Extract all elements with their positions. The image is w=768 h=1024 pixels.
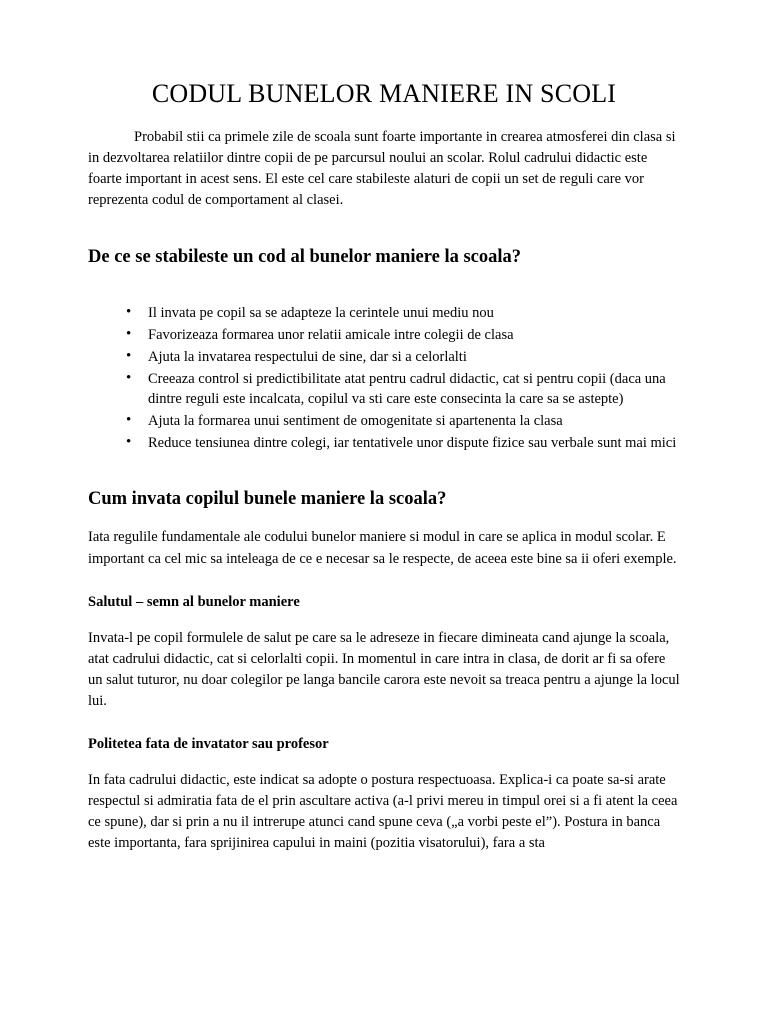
list-item: • Favorizeaza formarea unor relatii amicale intre colegii de clasa [122, 325, 680, 346]
list-item: • Creeaza control si predictibilitate atat pentru cadrul didactic, cat si pentru copii (daca una dintre reguli este incalcata, copilul va sti care este consecinta la care sa se astepte) [122, 369, 680, 410]
list-item: • Ajuta la invatarea respectului de sine, dar si a celorlalti [122, 347, 680, 368]
subsection-heading-greeting: Salutul – semn al bunelor maniere [88, 593, 300, 610]
subsection-paragraph-politeness: In fata cadrului didactic, este indicat sa adopte o postura respectuoasa. Explica-i ca poate sa-si arate respectul si admiratia fata de el prin ascultare activa (a-l privi mereu in timpul orei si a fi atent la ceea ce spune), dar si prin a nu il intrerupe atunci cand spune ceva („a vorbi peste el”). Postura in banca este importanta, fara sprijinirea capului in maini (pozitia visatorului), fara a sta [88, 772, 678, 852]
list-item: • Reduce tensiunea dintre colegi, iar tentativele unor dispute fizice sau verbale sunt mai mici [122, 433, 680, 454]
section-heading-how: Cum invata copilul bunele maniere la scoala? [88, 489, 447, 510]
section-heading-why: De ce se stabileste un cod al bunelor maniere la scoala? [88, 247, 522, 268]
intro-paragraph: Probabil stii ca primele zile de scoala sunt foarte importante in crearea atmosferei din clasa si in dezvoltarea relatiilor dintre copii de pe parcursul noului an scolar. Rolul cadrului didactic este foarte important in acest sens. El este cel care stabileste alaturi de copii un set de reguli care vor reprezenta codul de comportament al clasei. [88, 129, 676, 209]
benefits-list [88, 303, 680, 453]
list-item: • Il invata pe copil sa se adapteze la cerintele unui mediu nou [122, 303, 680, 324]
page-title: CODUL BUNELOR MANIERE IN SCOLI [151, 79, 617, 108]
subsection-paragraph-greeting: Invata-l pe copil formulele de salut pe care sa le adreseze in fiecare dimineata cand ajunge la scoala, atat cadrului didactic, cat si celorlalti copii. In momentul in care intra in clasa, de dorit ar fi sa ofere un salut tuturor, nu doar colegilor pe langa bancile carora este nevoit sa treaca pentru a ajunge la locul lui. [88, 629, 680, 709]
list-item: • Ajuta la formarea unui sentiment de omogenitate si apartenenta la clasa [122, 411, 680, 432]
section2-intro-paragraph: Iata regulile fundamentale ale codului bunelor maniere si modul in care se aplica in modul scolar. E important ca cel mic sa inteleaga de ce e necesar sa le respecte, de aceea este bine sa ii oferi exemple. [88, 529, 677, 567]
subsection-heading-politeness: Politetea fata de invatator sau profesor [88, 735, 329, 752]
